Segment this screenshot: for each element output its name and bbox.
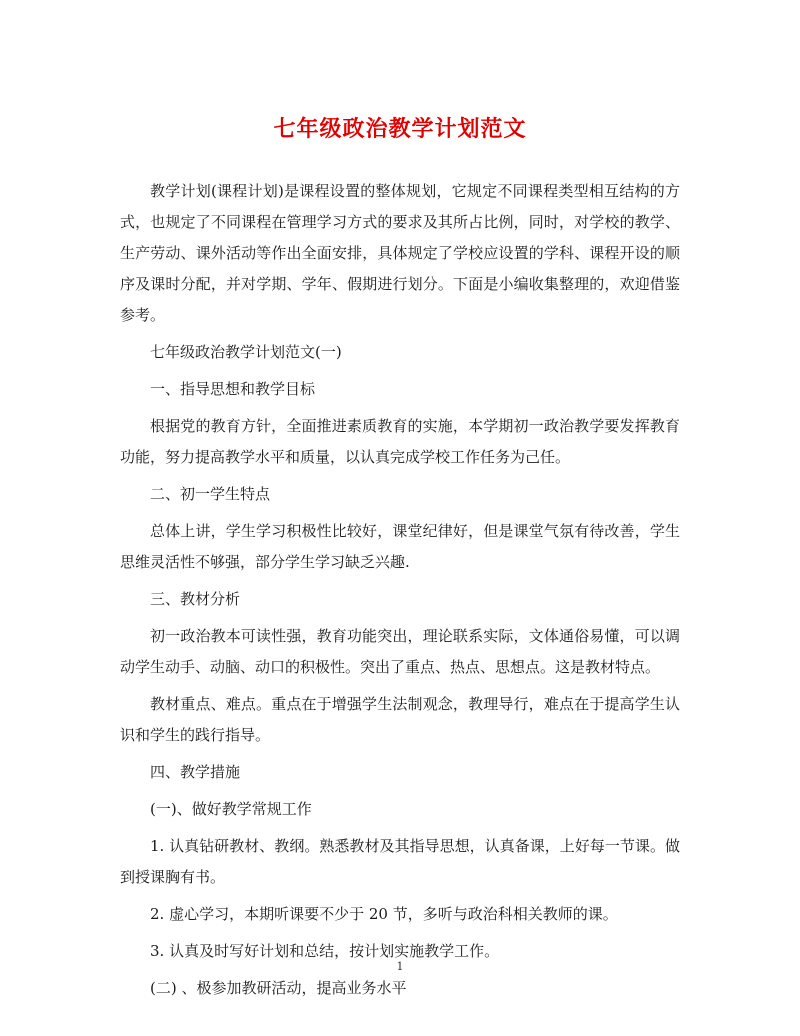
paragraph-key-points: 教材重点、难点。重点在于增强学生法制观念，教理导行，难点在于提高学生认识和学生的践行指导。 — [120, 695, 680, 744]
paragraph-student-traits: 总体上讲，学生学习积极性比较好，课堂纪律好，但是课堂气氛有待改善，学生思维灵活性不够强，部分学生学习缺乏兴趣. — [120, 522, 680, 571]
section-heading-textbook-analysis: 三、教材分析 — [150, 590, 241, 608]
list-item-3: 3. 认真及时写好计划和总结，按计划实施教学工作。 — [150, 942, 500, 960]
section-heading-guiding-thought: 一、指导思想和教学目标 — [150, 380, 316, 398]
intro-paragraph: 教学计划(课程计划)是课程设置的整体规划，它规定不同课程类型相互结构的方式，也规定了不同课程在管理学习方式的要求及其所占比例，同时，对学校的教学、生产劳动、课外活动等作出全面安排，具体规定了学校应设置的学科、课程开设的顺序及课时分配，并对学期、学年、假期进行划分。下面是小编收集整理的，欢迎借鉴参考。 — [120, 182, 680, 324]
list-item-2: 2. 虚心学习，本期听课要不少于 20 节，多听与政治科相关教师的课。 — [150, 905, 618, 923]
page-number: 1 — [396, 960, 404, 973]
paragraph-guiding-thought: 根据党的教育方针，全面推进素质教育的实施，本学期初一政治教学要发挥教育功能，努力提高教学水平和质量，以认真完成学校工作任务为己任。 — [120, 417, 680, 466]
paragraph-textbook-analysis: 初一政治教本可读性强，教育功能突出，理论联系实际，文体通俗易懂，可以调动学生动手、动脑、动口的积极性。突出了重点、热点、思想点。这是教材特点。 — [120, 627, 680, 676]
section-heading-student-traits: 二、初一学生特点 — [150, 485, 271, 503]
section-heading-teaching-measures: 四、教学措施 — [150, 763, 241, 781]
document-title: 七年级政治教学计划范文 — [273, 116, 527, 142]
document-body — [120, 176, 680, 1004]
list-item-1: 1. 认真钻研教材、教纲。熟悉教材及其指导思想，认真备课，上好每一节课。做到授课胸有书。 — [120, 837, 680, 886]
section-heading-sample-one: 七年级政治教学计划范文(一) — [150, 343, 342, 361]
subheading-routine-work: (一)、做好教学常规工作 — [150, 800, 312, 818]
subheading-research-activities: (二) 、极参加教研活动，提高业务水平 — [150, 979, 407, 997]
